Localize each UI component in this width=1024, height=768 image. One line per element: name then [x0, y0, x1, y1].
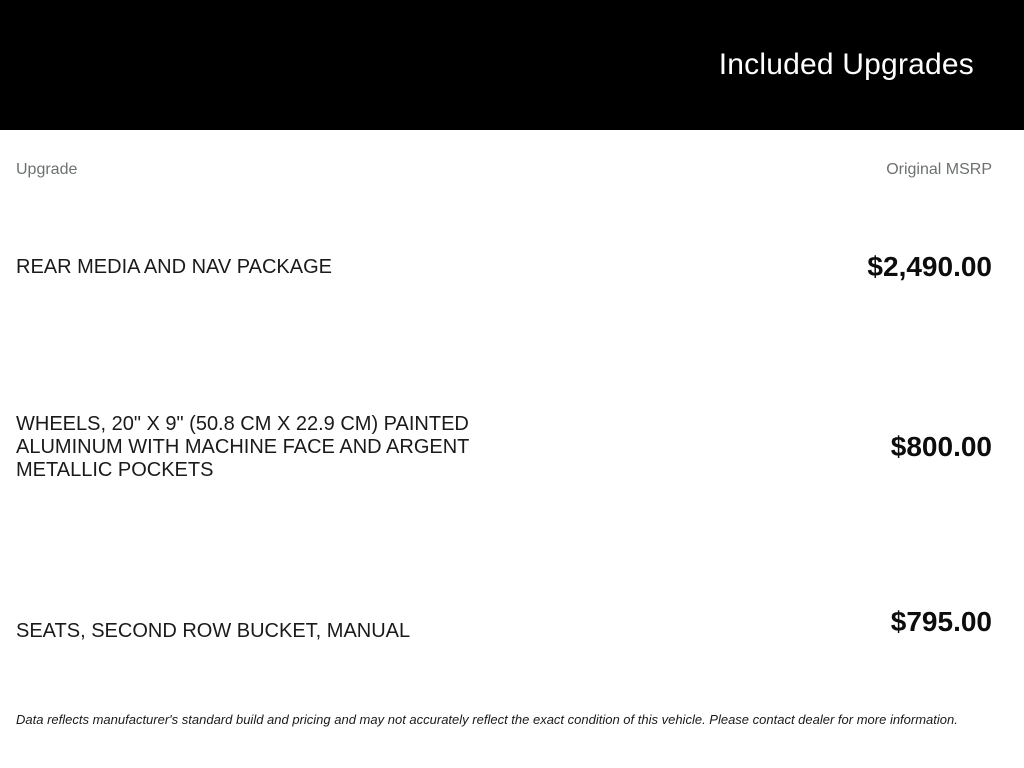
table-row — [0, 179, 1024, 355]
upgrade-name: WHEELS, 20" X 9" (50.8 CM X 22.9 CM) PAINTED ALUMINUM WITH MACHINE FACE AND ARGENT METALLIC POCKETS — [16, 412, 470, 481]
disclaimer-text: Data reflects manufacturer's standard build and pricing and may not accurately reflect the exact condition of this vehicle. Please contact dealer for more information. — [16, 712, 958, 727]
upgrade-price: $800.00 — [890, 431, 992, 462]
header-banner — [0, 0, 1024, 130]
upgrade-price: $795.00 — [890, 606, 992, 637]
upgrade-name: SEATS, SECOND ROW BUCKET, MANUAL — [16, 619, 411, 642]
column-header-msrp: Original MSRP — [886, 161, 992, 178]
upgrades-table — [0, 130, 1024, 705]
page-title: Included Upgrades — [718, 48, 974, 81]
footer — [0, 712, 1024, 727]
upgrade-name: REAR MEDIA AND NAV PACKAGE — [16, 255, 333, 278]
upgrade-price: $2,490.00 — [867, 251, 992, 282]
column-header-upgrade: Upgrade — [16, 161, 78, 178]
table-row — [0, 539, 1024, 705]
table-header-row — [0, 130, 1024, 179]
table-row — [0, 355, 1024, 539]
